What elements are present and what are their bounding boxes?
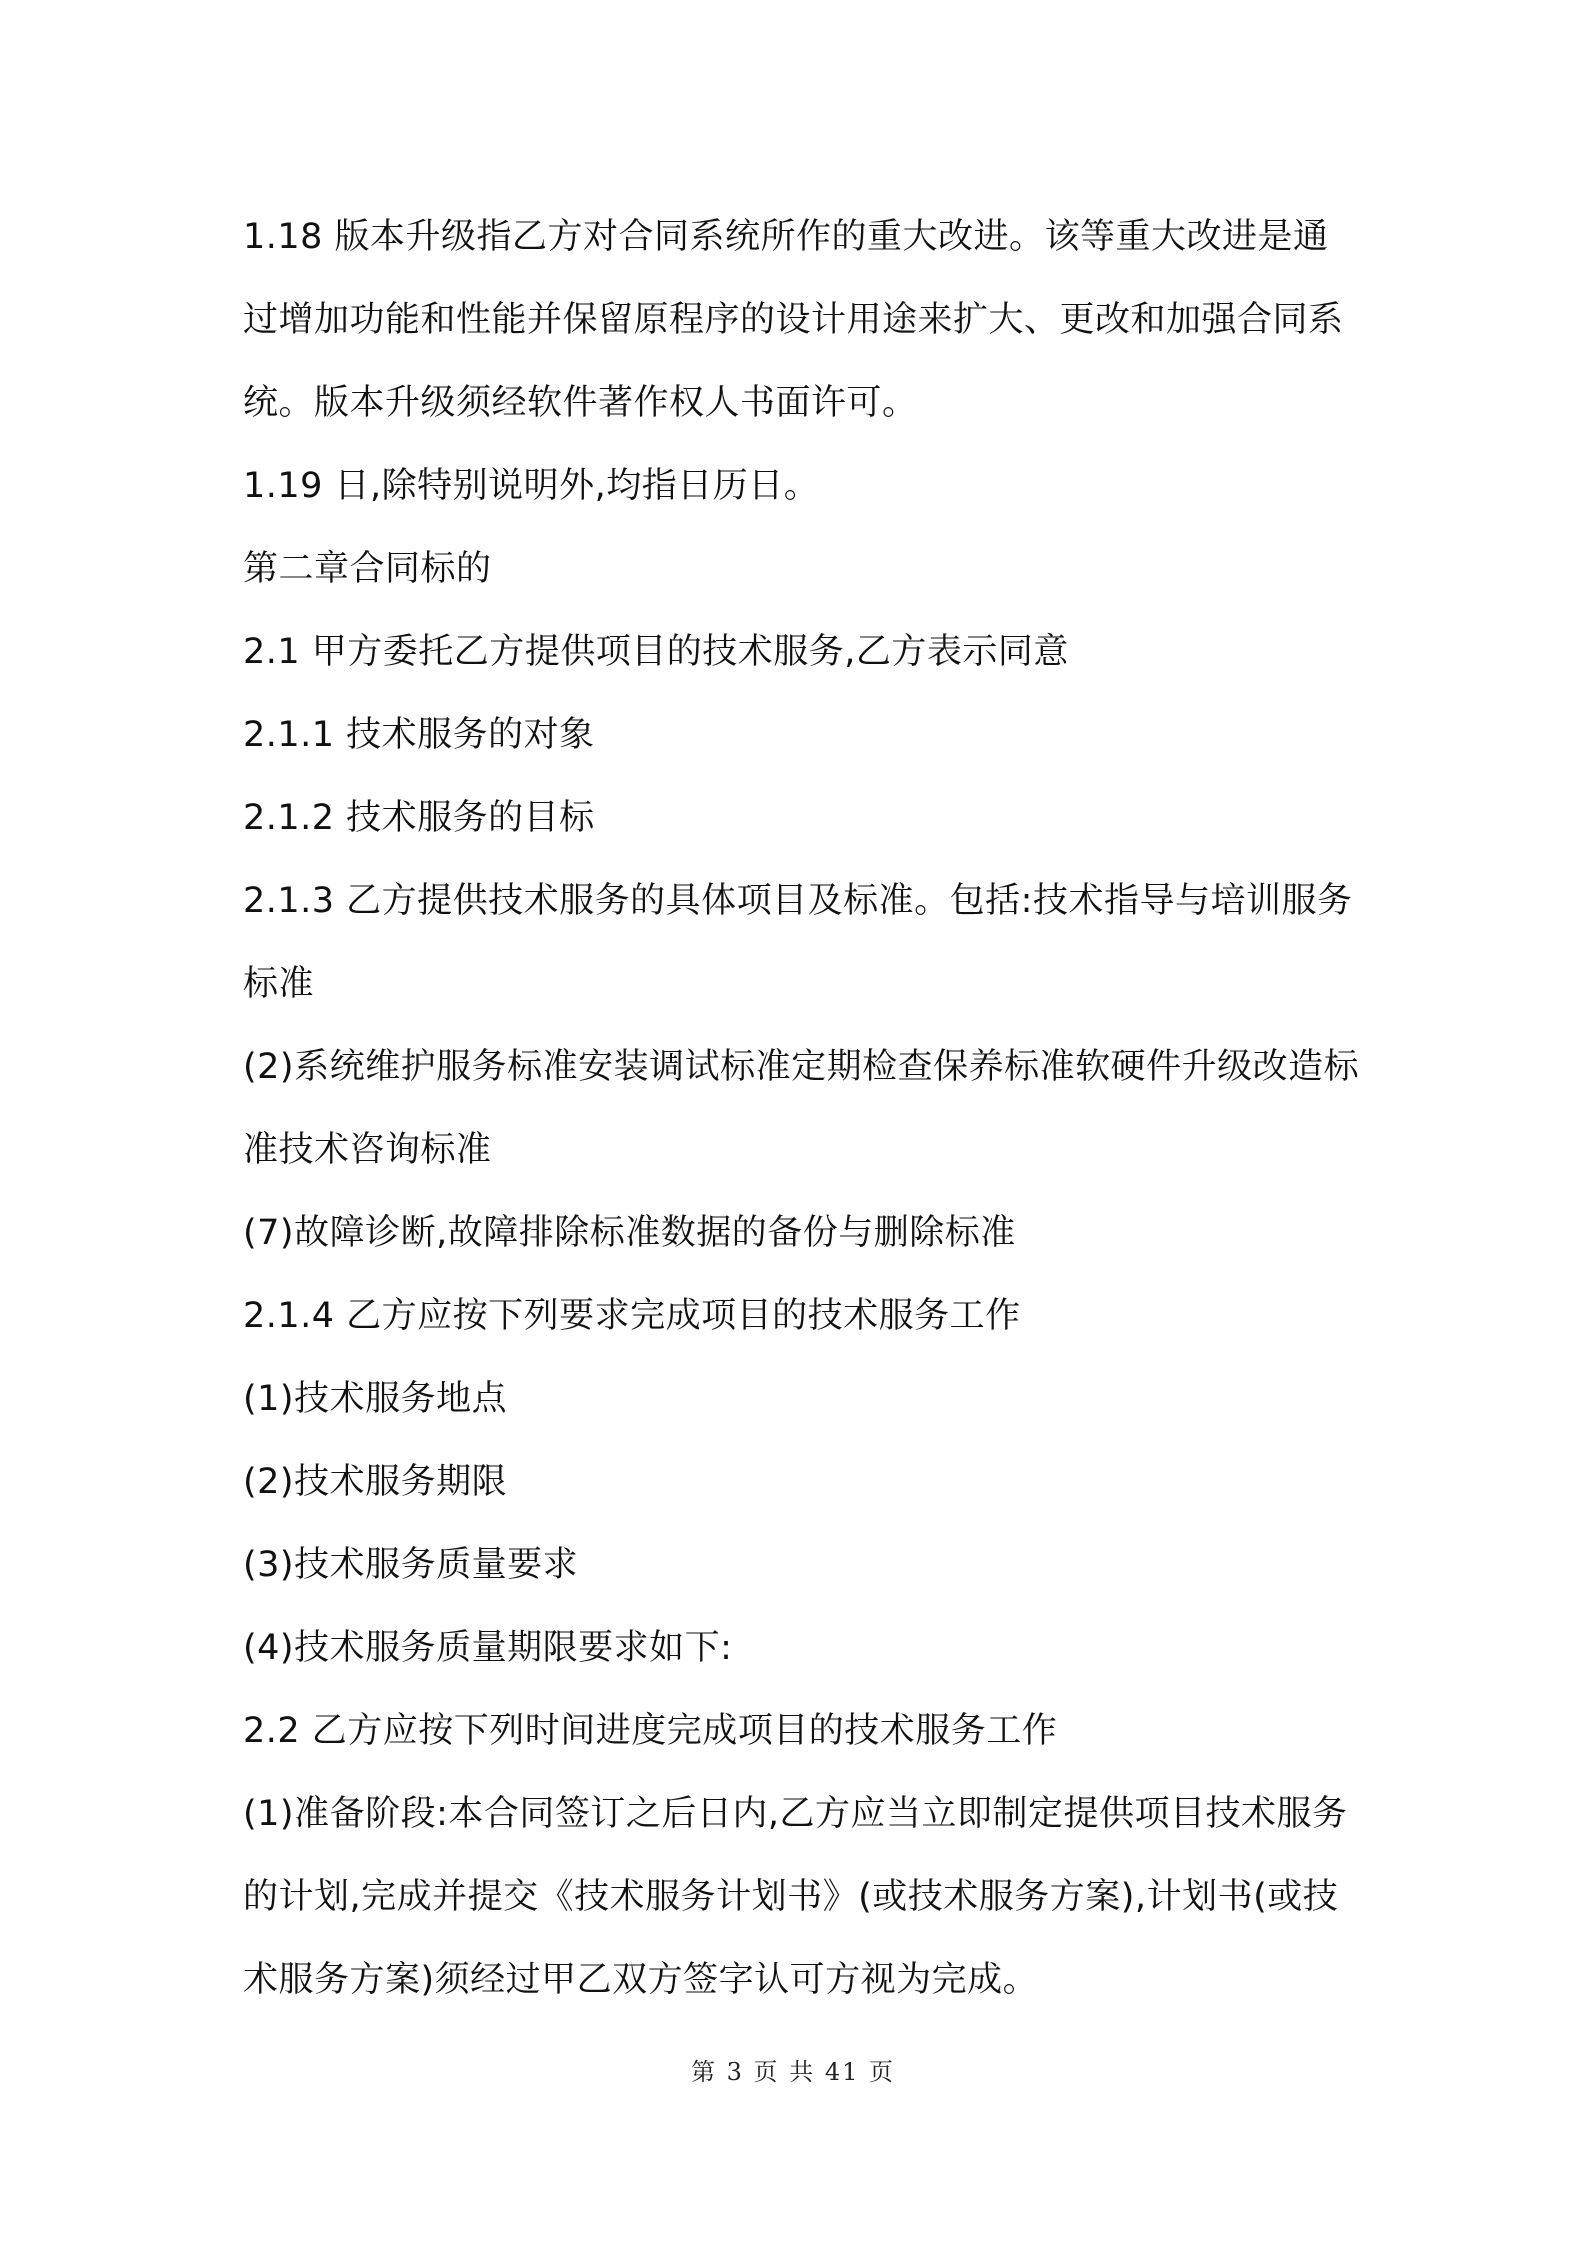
footer-total-pages: 41 xyxy=(824,2058,860,2086)
footer-suffix: 页 xyxy=(869,2058,896,2086)
list-item-preparation-stage: (1)准备阶段:本合同签订之后日内,乙方应当立即制定提供项目技术服务的计划,完成并提交《技术服务计划书》(或技术服务方案),计划书(或技术服务方案)须经过甲乙双方签字认可方视为完成。 xyxy=(243,1794,1348,2000)
paragraph-2-1-3: 2.1.3 乙方提供技术服务的具体项目及标准。包括:技术指导与培训服务标准 xyxy=(243,881,1353,1004)
footer-middle: 页 共 xyxy=(753,2058,816,2086)
list-item-service-location: (1)技术服务地点 xyxy=(243,1379,508,1419)
chapter-heading: 第二章合同标的 xyxy=(243,549,492,589)
list-item-service-period: (2)技术服务期限 xyxy=(243,1462,508,1502)
footer-prefix: 第 xyxy=(690,2058,717,2086)
paragraph-2-1: 2.1 甲方委托乙方提供项目的技术服务,乙方表示同意 xyxy=(243,632,1069,672)
paragraph-2-1-2: 2.1.2 技术服务的目标 xyxy=(243,798,595,838)
paragraph-1-19: 1.19 日,除特别说明外,均指日历日。 xyxy=(243,466,820,506)
list-item-2: (2)系统维护服务标准安装调试标准定期检查保养标准软硬件升级改造标准技术咨询标准 xyxy=(243,1047,1360,1170)
document-body xyxy=(243,196,1363,2022)
page-footer xyxy=(0,2052,1586,2087)
paragraph-2-1-1: 2.1.1 技术服务的对象 xyxy=(243,715,595,755)
footer-current-page: 3 xyxy=(726,2058,744,2086)
paragraph-1-18: 1.18 版本升级指乙方对合同系统所作的重大改进。该等重大改进是通过增加功能和性能并保留原程序的设计用途来扩大、更改和加强合同系统。版本升级须经软件著作权人书面许可。 xyxy=(243,217,1344,423)
list-item-quality-requirement: (3)技术服务质量要求 xyxy=(243,1545,579,1585)
paragraph-2-2: 2.2 乙方应按下列时间进度完成项目的技术服务工作 xyxy=(243,1711,1058,1751)
list-item-quality-period: (4)技术服务质量期限要求如下: xyxy=(243,1628,733,1668)
paragraph-2-1-4: 2.1.4 乙方应按下列要求完成项目的技术服务工作 xyxy=(243,1296,1021,1336)
list-item-7: (7)故障诊断,故障排除标准数据的备份与删除标准 xyxy=(243,1213,1016,1253)
